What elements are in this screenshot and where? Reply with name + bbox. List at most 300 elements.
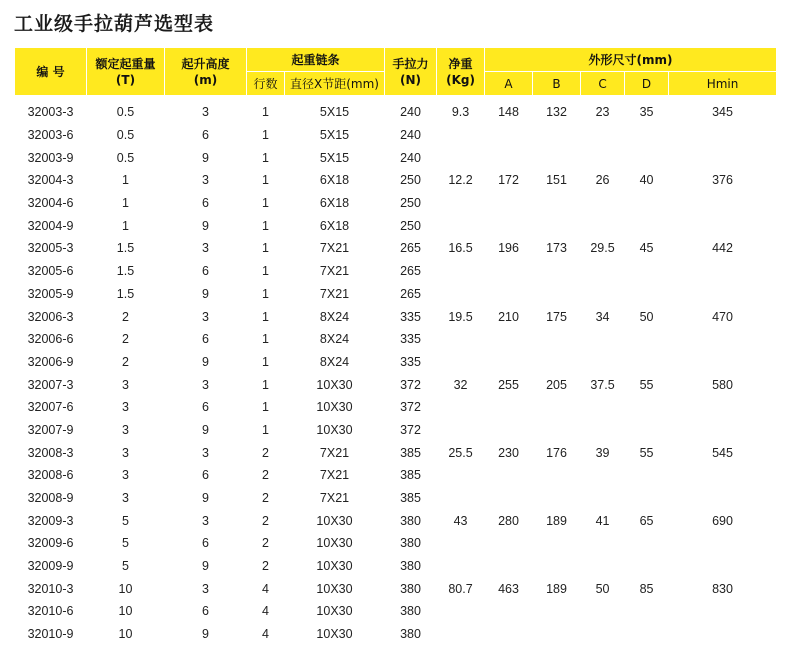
cell-weight: 25.5 xyxy=(448,445,473,460)
cell-d: 40 xyxy=(639,173,654,188)
cell-hmin xyxy=(669,419,777,442)
cell-pull: 372 xyxy=(400,377,421,392)
cell-b: 175 xyxy=(546,309,567,324)
cell-weight xyxy=(437,487,485,510)
cell-falls: 1 xyxy=(262,241,269,256)
cell-c: 39 xyxy=(595,445,610,460)
cell-a xyxy=(485,487,533,510)
page-title: 工业级手拉葫芦选型表 xyxy=(14,13,215,35)
table-row xyxy=(15,532,777,555)
table-row xyxy=(15,169,777,192)
cell-chain: 5X15 xyxy=(319,128,350,143)
cell-load: 10 xyxy=(118,627,133,642)
cell-chain: 6X18 xyxy=(319,218,350,233)
cell-falls: 2 xyxy=(262,445,269,460)
cell-hmin xyxy=(669,214,777,237)
cell-weight xyxy=(437,260,485,283)
cell-falls: 1 xyxy=(262,264,269,279)
cell-chain: 6X18 xyxy=(319,173,350,188)
cell-load: 2 xyxy=(122,354,129,369)
cell-chain: 10X30 xyxy=(316,377,353,392)
cell-weight: 19.5 xyxy=(448,309,473,324)
cell-weight xyxy=(437,146,485,169)
cell-model: 32010-3 xyxy=(27,581,74,596)
cell-falls: 4 xyxy=(262,604,269,619)
cell-c xyxy=(581,623,625,646)
cell-hmin xyxy=(669,600,777,623)
cell-load: 5 xyxy=(122,513,129,528)
cell-model: 32007-3 xyxy=(27,377,74,392)
table-row xyxy=(15,555,777,578)
cell-b xyxy=(533,464,581,487)
cell-lift: 3 xyxy=(202,173,209,188)
cell-c: 23 xyxy=(595,105,610,120)
cell-weight xyxy=(437,600,485,623)
cell-hmin xyxy=(669,328,777,351)
cell-b xyxy=(533,419,581,442)
cell-a xyxy=(485,532,533,555)
cell-lift: 9 xyxy=(202,150,209,165)
cell-a xyxy=(485,419,533,442)
cell-d xyxy=(625,487,669,510)
cell-pull: 265 xyxy=(400,264,421,279)
cell-d: 55 xyxy=(639,445,654,460)
cell-lift: 6 xyxy=(202,128,209,143)
cell-model: 32010-9 xyxy=(27,627,74,642)
cell-d xyxy=(625,214,669,237)
cell-pull: 250 xyxy=(400,196,421,211)
table-row xyxy=(15,464,777,487)
cell-weight xyxy=(437,124,485,147)
cell-pull: 250 xyxy=(400,218,421,233)
table-row xyxy=(15,96,777,124)
cell-load: 3 xyxy=(122,422,129,437)
cell-falls: 1 xyxy=(262,218,269,233)
cell-lift: 3 xyxy=(202,377,209,392)
cell-c xyxy=(581,487,625,510)
cell-falls: 2 xyxy=(262,559,269,574)
cell-chain: 10X30 xyxy=(316,400,353,415)
cell-load: 3 xyxy=(122,445,129,460)
cell-load: 10 xyxy=(118,581,133,596)
cell-hmin xyxy=(669,192,777,215)
cell-c: 26 xyxy=(595,173,610,188)
cell-model: 32005-6 xyxy=(27,264,74,279)
table-row xyxy=(15,146,777,169)
table-row xyxy=(15,328,777,351)
cell-chain: 10X30 xyxy=(316,513,353,528)
header-dim-a: A xyxy=(485,72,533,96)
header-weight: 净重 (Kg) xyxy=(437,48,485,96)
cell-c xyxy=(581,532,625,555)
cell-model: 32004-6 xyxy=(27,196,74,211)
spec-table xyxy=(14,47,777,646)
cell-a xyxy=(485,260,533,283)
cell-falls: 1 xyxy=(262,105,269,120)
cell-model: 32004-9 xyxy=(27,218,74,233)
cell-lift: 6 xyxy=(202,196,209,211)
cell-b: 176 xyxy=(546,445,567,460)
cell-hmin: 470 xyxy=(712,309,733,324)
cell-d xyxy=(625,283,669,306)
cell-model: 32006-9 xyxy=(27,354,74,369)
cell-lift: 9 xyxy=(202,491,209,506)
cell-c xyxy=(581,260,625,283)
cell-falls: 2 xyxy=(262,491,269,506)
cell-b xyxy=(533,555,581,578)
cell-c xyxy=(581,214,625,237)
cell-falls: 1 xyxy=(262,150,269,165)
cell-pull: 240 xyxy=(400,105,421,120)
cell-c xyxy=(581,283,625,306)
header-chain-group: 起重链条 xyxy=(247,48,385,72)
cell-chain: 8X24 xyxy=(319,309,350,324)
table-row xyxy=(15,305,777,328)
cell-weight xyxy=(437,464,485,487)
cell-model: 32009-6 xyxy=(27,536,74,551)
cell-a: 230 xyxy=(498,445,519,460)
cell-falls: 1 xyxy=(262,196,269,211)
cell-hmin xyxy=(669,146,777,169)
cell-d: 85 xyxy=(639,581,654,596)
cell-falls: 1 xyxy=(262,286,269,301)
cell-lift: 6 xyxy=(202,536,209,551)
cell-chain: 5X15 xyxy=(319,150,350,165)
cell-c xyxy=(581,600,625,623)
table-row xyxy=(15,577,777,600)
cell-lift: 3 xyxy=(202,105,209,120)
table-body xyxy=(15,96,777,646)
cell-model: 32007-9 xyxy=(27,422,74,437)
header-model: 编 号 xyxy=(15,48,87,96)
cell-pull: 372 xyxy=(400,400,421,415)
cell-lift: 3 xyxy=(202,241,209,256)
cell-pull: 372 xyxy=(400,422,421,437)
cell-load: 1.5 xyxy=(116,241,135,256)
header-row-top xyxy=(15,48,777,72)
cell-a xyxy=(485,283,533,306)
cell-b: 189 xyxy=(546,581,567,596)
cell-c xyxy=(581,396,625,419)
cell-hmin xyxy=(669,623,777,646)
cell-b: 205 xyxy=(546,377,567,392)
cell-weight xyxy=(437,192,485,215)
cell-pull: 380 xyxy=(400,581,421,596)
cell-weight: 9.3 xyxy=(451,105,470,120)
header-dim-d: D xyxy=(625,72,669,96)
cell-c: 50 xyxy=(595,581,610,596)
cell-lift: 3 xyxy=(202,445,209,460)
cell-d xyxy=(625,555,669,578)
cell-a: 255 xyxy=(498,377,519,392)
cell-pull: 385 xyxy=(400,445,421,460)
cell-b xyxy=(533,351,581,374)
cell-d: 45 xyxy=(639,241,654,256)
cell-weight xyxy=(437,419,485,442)
cell-hmin: 442 xyxy=(712,241,733,256)
cell-c xyxy=(581,124,625,147)
cell-d: 35 xyxy=(639,105,654,120)
cell-load: 1 xyxy=(122,173,129,188)
cell-a xyxy=(485,600,533,623)
cell-lift: 6 xyxy=(202,332,209,347)
cell-lift: 9 xyxy=(202,354,209,369)
cell-falls: 4 xyxy=(262,627,269,642)
cell-d xyxy=(625,464,669,487)
table-row xyxy=(15,124,777,147)
cell-chain: 10X30 xyxy=(316,627,353,642)
cell-b xyxy=(533,396,581,419)
cell-b xyxy=(533,214,581,237)
cell-hmin: 580 xyxy=(712,377,733,392)
cell-chain: 10X30 xyxy=(316,581,353,596)
cell-chain: 10X30 xyxy=(316,422,353,437)
cell-c xyxy=(581,146,625,169)
cell-falls: 1 xyxy=(262,422,269,437)
cell-load: 5 xyxy=(122,559,129,574)
cell-chain: 7X21 xyxy=(319,286,350,301)
cell-c xyxy=(581,192,625,215)
cell-pull: 385 xyxy=(400,468,421,483)
cell-model: 32003-3 xyxy=(27,105,74,120)
table-row xyxy=(15,237,777,260)
cell-weight xyxy=(437,555,485,578)
cell-a: 148 xyxy=(498,105,519,120)
cell-c: 29.5 xyxy=(590,241,615,256)
cell-b xyxy=(533,532,581,555)
cell-load: 3 xyxy=(122,400,129,415)
cell-falls: 1 xyxy=(262,377,269,392)
cell-weight xyxy=(437,396,485,419)
header-dim-c: C xyxy=(581,72,625,96)
cell-weight: 32 xyxy=(453,377,468,392)
table-row xyxy=(15,260,777,283)
cell-d xyxy=(625,124,669,147)
cell-chain: 10X30 xyxy=(316,559,353,574)
cell-hmin xyxy=(669,532,777,555)
cell-pull: 380 xyxy=(400,627,421,642)
cell-load: 1 xyxy=(122,218,129,233)
cell-a: 172 xyxy=(498,173,519,188)
cell-hmin xyxy=(669,555,777,578)
cell-c xyxy=(581,464,625,487)
cell-falls: 1 xyxy=(262,400,269,415)
cell-b xyxy=(533,328,581,351)
cell-pull: 335 xyxy=(400,309,421,324)
cell-c xyxy=(581,419,625,442)
cell-d xyxy=(625,396,669,419)
cell-b: 151 xyxy=(546,173,567,188)
cell-hmin xyxy=(669,464,777,487)
cell-model: 32005-9 xyxy=(27,286,74,301)
cell-chain: 10X30 xyxy=(316,604,353,619)
cell-load: 0.5 xyxy=(116,150,135,165)
cell-pull: 380 xyxy=(400,513,421,528)
cell-b xyxy=(533,600,581,623)
cell-a: 196 xyxy=(498,241,519,256)
cell-a xyxy=(485,146,533,169)
cell-weight xyxy=(437,283,485,306)
cell-weight xyxy=(437,623,485,646)
cell-pull: 335 xyxy=(400,354,421,369)
cell-weight: 43 xyxy=(453,513,468,528)
cell-model: 32010-6 xyxy=(27,604,74,619)
cell-weight: 16.5 xyxy=(448,241,473,256)
cell-model: 32005-3 xyxy=(27,241,74,256)
table-row xyxy=(15,396,777,419)
cell-c: 41 xyxy=(595,513,610,528)
cell-weight xyxy=(437,532,485,555)
cell-pull: 240 xyxy=(400,150,421,165)
cell-falls: 1 xyxy=(262,354,269,369)
cell-lift: 6 xyxy=(202,604,209,619)
cell-a xyxy=(485,328,533,351)
cell-b xyxy=(533,260,581,283)
cell-hmin: 830 xyxy=(712,581,733,596)
header-dim-hmin: Hmin xyxy=(669,72,777,96)
cell-weight xyxy=(437,214,485,237)
cell-lift: 6 xyxy=(202,400,209,415)
cell-load: 1.5 xyxy=(116,264,135,279)
cell-chain: 7X21 xyxy=(319,264,350,279)
cell-hmin xyxy=(669,260,777,283)
cell-b xyxy=(533,487,581,510)
header-chain-spec: 直径X节距(mm) xyxy=(285,72,385,96)
cell-chain: 7X21 xyxy=(319,241,350,256)
cell-load: 0.5 xyxy=(116,128,135,143)
cell-falls: 1 xyxy=(262,128,269,143)
cell-model: 32008-9 xyxy=(27,491,74,506)
table-row xyxy=(15,600,777,623)
cell-lift: 9 xyxy=(202,627,209,642)
cell-pull: 250 xyxy=(400,173,421,188)
cell-falls: 4 xyxy=(262,581,269,596)
cell-hmin: 345 xyxy=(712,105,733,120)
cell-chain: 8X24 xyxy=(319,332,350,347)
cell-hmin xyxy=(669,396,777,419)
cell-model: 32004-3 xyxy=(27,173,74,188)
table-row xyxy=(15,214,777,237)
cell-load: 10 xyxy=(118,604,133,619)
cell-a: 210 xyxy=(498,309,519,324)
table-row xyxy=(15,373,777,396)
cell-lift: 9 xyxy=(202,559,209,574)
cell-b xyxy=(533,192,581,215)
cell-pull: 380 xyxy=(400,536,421,551)
cell-model: 32006-3 xyxy=(27,309,74,324)
cell-a xyxy=(485,124,533,147)
cell-a xyxy=(485,555,533,578)
cell-load: 1.5 xyxy=(116,286,135,301)
cell-model: 32003-9 xyxy=(27,150,74,165)
cell-d xyxy=(625,419,669,442)
cell-b xyxy=(533,146,581,169)
cell-pull: 380 xyxy=(400,559,421,574)
cell-falls: 2 xyxy=(262,468,269,483)
cell-a xyxy=(485,192,533,215)
header-pull: 手拉力 (N) xyxy=(385,48,437,96)
cell-c xyxy=(581,555,625,578)
table-row xyxy=(15,283,777,306)
cell-model: 32007-6 xyxy=(27,400,74,415)
cell-falls: 1 xyxy=(262,173,269,188)
cell-b: 189 xyxy=(546,513,567,528)
cell-b: 132 xyxy=(546,105,567,120)
table-row xyxy=(15,509,777,532)
cell-hmin: 545 xyxy=(712,445,733,460)
cell-load: 2 xyxy=(122,309,129,324)
cell-pull: 335 xyxy=(400,332,421,347)
cell-pull: 265 xyxy=(400,241,421,256)
cell-lift: 6 xyxy=(202,264,209,279)
cell-b xyxy=(533,283,581,306)
cell-hmin xyxy=(669,124,777,147)
header-dim-b: B xyxy=(533,72,581,96)
cell-model: 32008-3 xyxy=(27,445,74,460)
cell-lift: 3 xyxy=(202,513,209,528)
table-row xyxy=(15,623,777,646)
cell-falls: 1 xyxy=(262,332,269,347)
cell-b: 173 xyxy=(546,241,567,256)
cell-weight: 12.2 xyxy=(448,173,473,188)
table-row xyxy=(15,441,777,464)
cell-lift: 3 xyxy=(202,309,209,324)
cell-load: 0.5 xyxy=(116,105,135,120)
cell-pull: 380 xyxy=(400,604,421,619)
cell-chain: 6X18 xyxy=(319,196,350,211)
cell-load: 2 xyxy=(122,332,129,347)
cell-lift: 9 xyxy=(202,286,209,301)
table-row xyxy=(15,192,777,215)
cell-c xyxy=(581,328,625,351)
cell-pull: 265 xyxy=(400,286,421,301)
cell-d: 65 xyxy=(639,513,654,528)
cell-model: 32006-6 xyxy=(27,332,74,347)
cell-d xyxy=(625,192,669,215)
cell-hmin: 376 xyxy=(712,173,733,188)
cell-chain: 8X24 xyxy=(319,354,350,369)
cell-b xyxy=(533,124,581,147)
cell-lift: 6 xyxy=(202,468,209,483)
cell-chain: 5X15 xyxy=(319,105,350,120)
cell-a xyxy=(485,623,533,646)
cell-load: 5 xyxy=(122,536,129,551)
header-lift: 起升高度 (m) xyxy=(165,48,247,96)
table-row xyxy=(15,487,777,510)
cell-d: 50 xyxy=(639,309,654,324)
cell-load: 3 xyxy=(122,491,129,506)
cell-model: 32008-6 xyxy=(27,468,74,483)
cell-d xyxy=(625,623,669,646)
cell-load: 3 xyxy=(122,468,129,483)
cell-d xyxy=(625,328,669,351)
table-row xyxy=(15,351,777,374)
cell-chain: 7X21 xyxy=(319,468,350,483)
cell-d xyxy=(625,532,669,555)
cell-weight xyxy=(437,328,485,351)
cell-lift: 9 xyxy=(202,218,209,233)
cell-chain: 7X21 xyxy=(319,491,350,506)
cell-c: 37.5 xyxy=(590,377,615,392)
cell-d xyxy=(625,351,669,374)
cell-b xyxy=(533,623,581,646)
cell-chain: 10X30 xyxy=(316,536,353,551)
cell-a xyxy=(485,351,533,374)
header-load: 额定起重量 (T) xyxy=(87,48,165,96)
cell-hmin: 690 xyxy=(712,513,733,528)
cell-c xyxy=(581,351,625,374)
cell-weight: 80.7 xyxy=(448,581,473,596)
